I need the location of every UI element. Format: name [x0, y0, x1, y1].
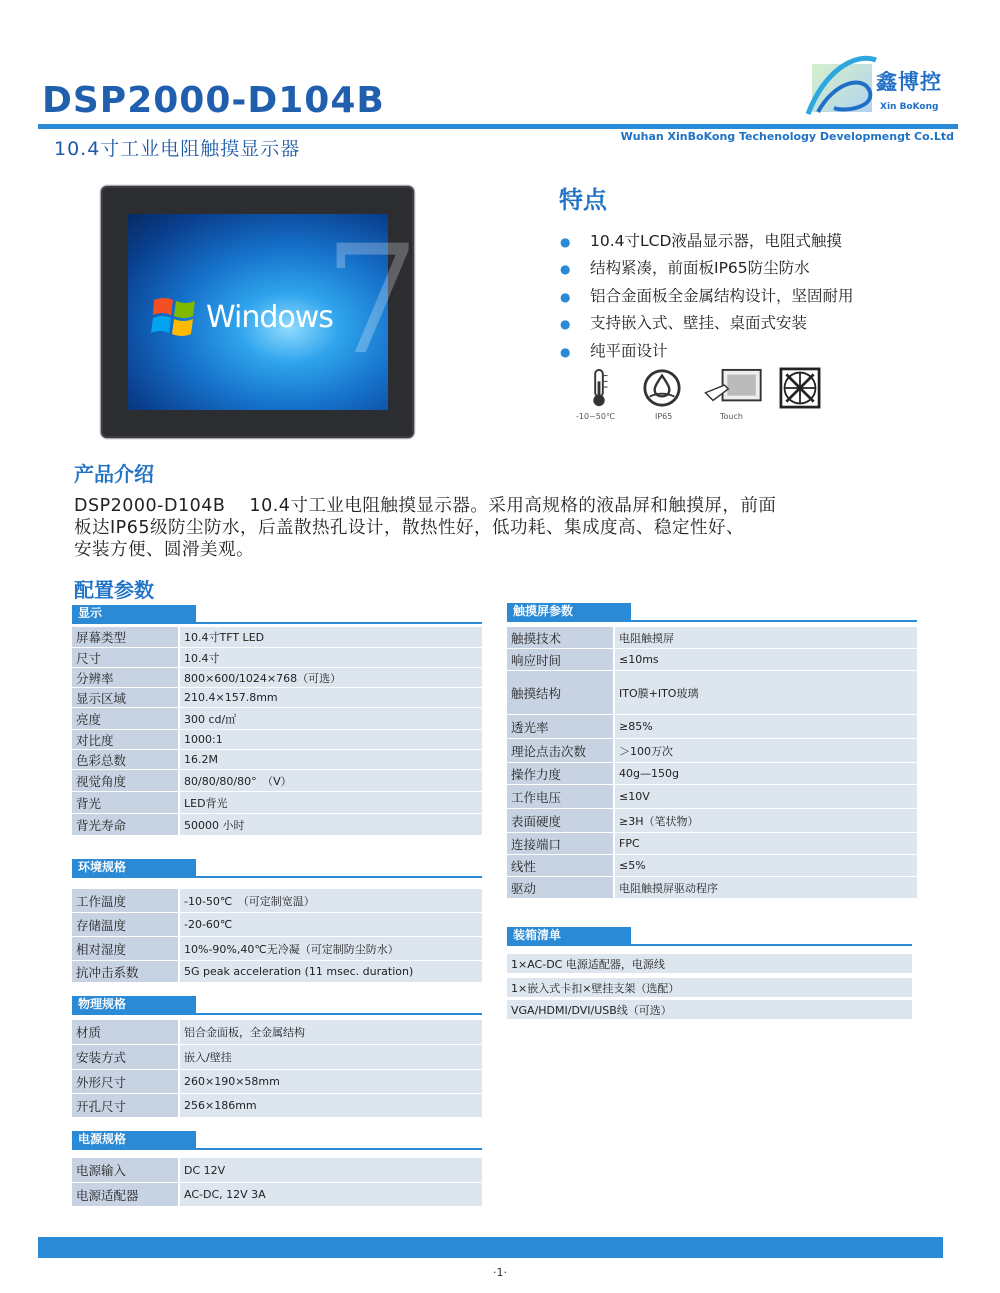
spec-key: 开孔尺寸	[72, 1094, 178, 1118]
spec-row	[72, 792, 482, 814]
spec-key: 触摸结构	[507, 671, 613, 715]
intro-line: 板达IP65级防尘防水，后盖散热孔设计，散热性好，低功耗、集成度高、稳定性好、	[74, 518, 744, 538]
spec-row	[507, 809, 917, 833]
spec-value: 260×190×58mm	[178, 1070, 482, 1094]
spec-row	[72, 913, 482, 937]
windows-text: Windows	[206, 300, 333, 335]
spec-row	[507, 763, 917, 785]
spec-key: 驱动	[507, 877, 613, 899]
intro-title: 产品介绍	[74, 462, 154, 486]
section-rule	[72, 1013, 482, 1015]
page-number: ·1·	[493, 1266, 507, 1279]
spec-value: AC-DC, 12V 3A	[178, 1183, 482, 1207]
section-rule	[507, 944, 912, 946]
spec-key: 操作力度	[507, 763, 613, 785]
spec-row	[72, 1045, 482, 1070]
feature-item: ● 10.4寸LCD液晶显示器，电阻式触摸	[560, 232, 842, 250]
spec-row	[72, 750, 482, 770]
spec-row	[72, 1183, 482, 1207]
spec-row	[72, 770, 482, 792]
spec-key: 尺寸	[72, 648, 178, 668]
waterproof-icon	[641, 368, 683, 408]
spec-row	[72, 1020, 482, 1045]
waterproof-caption: IP65	[655, 412, 673, 421]
bullet-icon: ●	[560, 316, 571, 331]
packing-item: 1×嵌入式卡扣×壁挂支架（选配）	[507, 978, 912, 999]
spec-key: 分辨率	[72, 668, 178, 688]
header-rule	[38, 124, 958, 129]
spec-value: ITO膜+ITO玻璃	[613, 671, 917, 715]
spec-key: 电源适配器	[72, 1183, 178, 1207]
spec-row	[72, 627, 482, 648]
section-rule	[72, 622, 482, 624]
bullet-icon: ●	[560, 289, 571, 304]
spec-row	[507, 671, 917, 715]
monitor-screen	[128, 214, 420, 410]
spec-value: 电阻触摸屏驱动程序	[613, 877, 917, 899]
spec-value: 5G peak acceleration (11 msec. duration)	[178, 961, 482, 983]
spec-key: 背光	[72, 792, 178, 814]
spec-value: 嵌入/壁挂	[178, 1045, 482, 1070]
spec-value: 10%-90%,40℃无冷凝（可定制防尘防水）	[178, 937, 482, 961]
feature-item: ● 支持嵌入式、壁挂、桌面式安装	[560, 314, 808, 332]
bullet-icon: ●	[560, 234, 571, 249]
spec-value: ≥85%	[613, 715, 917, 739]
spec-key: 触摸技术	[507, 627, 613, 649]
section-rule	[507, 620, 917, 622]
spec-value: 10.4寸	[178, 648, 482, 668]
spec-value: ＞100万次	[613, 739, 917, 763]
spec-key: 理论点击次数	[507, 739, 613, 763]
spec-row	[72, 889, 482, 913]
spec-value: 电阻触摸屏	[613, 627, 917, 649]
spec-row	[72, 708, 482, 730]
spec-key: 材质	[72, 1020, 178, 1045]
spec-key: 亮度	[72, 708, 178, 730]
spec-key: 线性	[507, 855, 613, 877]
feature-item: ● 纯平面设计	[560, 342, 668, 360]
spec-key: 透光率	[507, 715, 613, 739]
section-header-environment: 环境规格	[72, 859, 196, 876]
spec-row	[72, 648, 482, 668]
spec-key: 视觉角度	[72, 770, 178, 792]
spec-value: 210.4×157.8mm	[178, 688, 482, 708]
spec-row	[507, 627, 917, 649]
thermometer-icon	[586, 368, 612, 408]
section-header-physical: 物理规格	[72, 996, 196, 1013]
spec-key: 存储温度	[72, 913, 178, 937]
spec-key: 表面硬度	[507, 809, 613, 833]
feature-item: ● 结构紧凑，前面板IP65防尘防水	[560, 259, 810, 277]
section-header-packing: 装箱清单	[507, 927, 631, 944]
feature-item: ● 铝合金面板全金属结构设计，坚固耐用	[560, 287, 854, 305]
spec-key: 连接端口	[507, 833, 613, 855]
spec-value: -20-60℃	[178, 913, 482, 937]
spec-key: 相对湿度	[72, 937, 178, 961]
section-rule	[72, 876, 482, 878]
spec-key: 安装方式	[72, 1045, 178, 1070]
touch-icon	[702, 368, 766, 408]
spec-key: 屏幕类型	[72, 627, 178, 648]
spec-key: 抗冲击系数	[72, 961, 178, 983]
section-header-display: 显示	[72, 605, 196, 622]
spec-key: 工作温度	[72, 889, 178, 913]
spec-row	[72, 1158, 482, 1183]
spec-value: LED背光	[178, 792, 482, 814]
spec-value: 300 cd/㎡	[178, 708, 482, 730]
logo-text-en: Xin BoKong	[880, 102, 939, 112]
spec-key: 显示区域	[72, 688, 178, 708]
thermometer-caption: -10~50℃	[576, 412, 615, 421]
spec-key: 响应时间	[507, 649, 613, 671]
spec-row	[507, 649, 917, 671]
spec-row	[507, 739, 917, 763]
spec-row	[507, 877, 917, 899]
bullet-icon: ●	[560, 344, 571, 359]
spec-row	[507, 785, 917, 809]
footer-bar	[38, 1237, 943, 1258]
fan-icon	[778, 368, 822, 408]
spec-value: ≤10V	[613, 785, 917, 809]
spec-row	[507, 715, 917, 739]
spec-key: 外形尺寸	[72, 1070, 178, 1094]
section-header-power: 电源规格	[72, 1131, 196, 1148]
model-title: DSP2000-D104B	[42, 80, 385, 121]
features-title: 特点	[559, 186, 607, 214]
config-title: 配置参数	[74, 578, 154, 602]
spec-row	[72, 1094, 482, 1118]
spec-row	[72, 688, 482, 708]
logo-text-cn: 鑫博控	[876, 70, 942, 94]
spec-value: 铝合金面板，全金属结构	[178, 1020, 482, 1045]
spec-key: 工作电压	[507, 785, 613, 809]
spec-value: -10-50℃ （可定制宽温）	[178, 889, 482, 913]
spec-value: ≥3H（笔状物）	[613, 809, 917, 833]
spec-value: 16.2M	[178, 750, 482, 770]
spec-value: 1000:1	[178, 730, 482, 750]
spec-row	[507, 855, 917, 877]
spec-value: DC 12V	[178, 1158, 482, 1183]
spec-key: 色彩总数	[72, 750, 178, 770]
bullet-icon: ●	[560, 261, 571, 276]
spec-row	[72, 814, 482, 836]
spec-row	[72, 961, 482, 983]
spec-key: 背光寿命	[72, 814, 178, 836]
spec-value: 256×186mm	[178, 1094, 482, 1118]
packing-item: 1×AC-DC 电源适配器，电源线	[507, 954, 912, 975]
intro-line: 安装方便、圆滑美观。	[74, 540, 254, 560]
spec-value: 40g—150g	[613, 763, 917, 785]
spec-row	[72, 668, 482, 688]
company-name-en: Wuhan XinBoKong Techenology Developmengt Co.Ltd	[620, 130, 954, 143]
spec-row	[507, 833, 917, 855]
spec-value: FPC	[613, 833, 917, 855]
section-header-touch: 触摸屏参数	[507, 603, 631, 620]
spec-row	[72, 730, 482, 750]
windows-logo-icon	[150, 292, 200, 342]
product-subtitle: 10.4寸工业电阻触摸显示器	[54, 138, 301, 160]
spec-value: 50000 小时	[178, 814, 482, 836]
spec-value: 800×600/1024×768（可选）	[178, 668, 482, 688]
intro-line: DSP2000-D104B 10.4寸工业电阻触摸显示器。采用高规格的液晶屏和触摸屏，前面	[74, 496, 777, 516]
touch-caption: Touch	[720, 412, 743, 421]
spec-value: ≤5%	[613, 855, 917, 877]
spec-value: 80/80/80/80° （V）	[178, 770, 482, 792]
spec-value: ≤10ms	[613, 649, 917, 671]
spec-row	[72, 937, 482, 961]
spec-row	[72, 1070, 482, 1094]
spec-key: 电源输入	[72, 1158, 178, 1183]
windows-seven-numeral: 7	[324, 214, 420, 388]
packing-item: VGA/HDMI/DVI/USB线（可选）	[507, 1000, 912, 1021]
spec-value: 10.4寸TFT LED	[178, 627, 482, 648]
spec-key: 对比度	[72, 730, 178, 750]
section-rule	[72, 1148, 482, 1150]
